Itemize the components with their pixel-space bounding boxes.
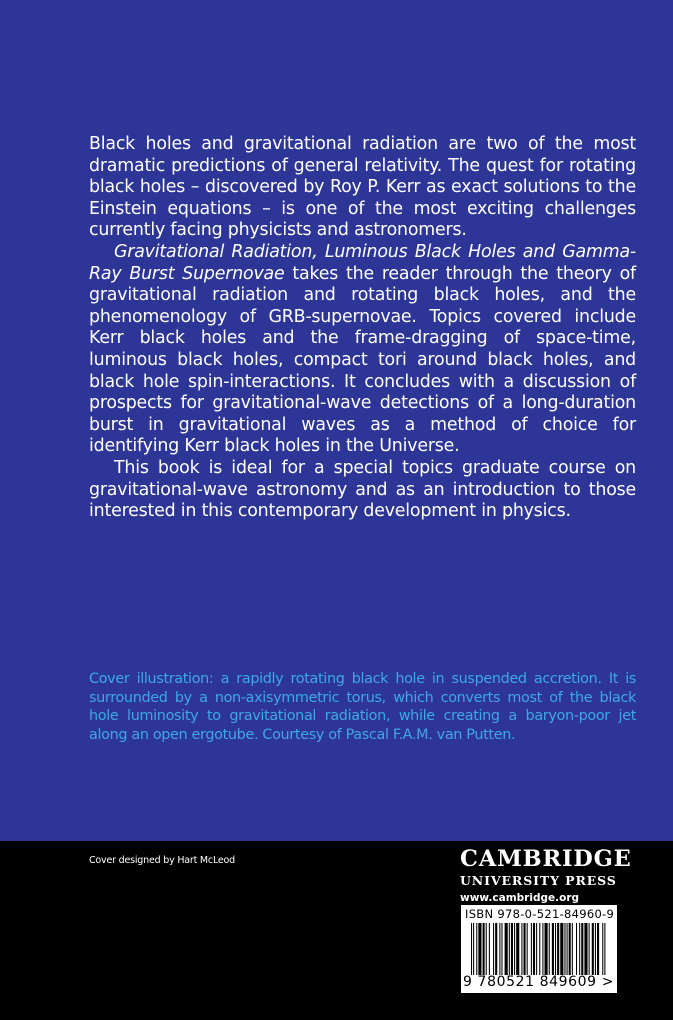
blurb-paragraph-3: This book is ideal for a special topics graduate course on gravitational-wave astronomy and as an introduction to those interested in this contemporary development in physics. bbox=[89, 457, 636, 522]
cover-designer-credit: Cover designed by Hart McLeod bbox=[89, 855, 235, 866]
footer-bar bbox=[0, 841, 673, 1020]
publisher-subtitle: UNIVERSITY PRESS bbox=[460, 873, 617, 888]
book-title: Gravitational Radiation, Luminous Black Holes and Gamma-Ray Burst Supernovae bbox=[89, 241, 636, 284]
publisher-logo bbox=[460, 846, 632, 907]
blurb-paragraph-1: Black holes and gravitational radiation are two of the most dramatic predictions of general relativity. The quest for rotating black holes – discovered by Roy P. Kerr as exact solutions to the Einstein equations – is one of the most exciting challenges currently facing physicists and astronomers. bbox=[89, 134, 636, 241]
barcode-icon bbox=[471, 923, 607, 975]
publisher-url: www.cambridge.org bbox=[460, 892, 580, 904]
isbn-label: ISBN 978-0-521-84960-9 bbox=[465, 907, 615, 921]
publisher-name: CAMBRIDGE bbox=[460, 846, 632, 872]
blurb-paragraph-2-text: takes the reader through the theory of gravitational radiation and rotating black holes, and the phenomenology of GRB-supernovae. Topics covered include Kerr black holes and the frame-dragging of space-time, luminous black holes, compact tori around black holes, and black hole spin-interactions. It concludes with a discussion of prospects for gravitational-wave detections of a long-duration burst in gravitational waves as a method of choice for identifying Kerr black holes in the Universe. bbox=[89, 263, 636, 457]
blurb-paragraph-2 bbox=[89, 242, 636, 458]
book-blurb bbox=[89, 134, 636, 523]
barcode-number: 9 780521 849609 > bbox=[463, 974, 615, 990]
cover-illustration-credit bbox=[89, 670, 636, 744]
isbn-barcode-block bbox=[461, 905, 617, 993]
cover-credit-text: Cover illustration: a rapidly rotating black hole in suspended accretion. It is surrounded by a non-axisymmetric torus, which converts most of the black hole luminosity to gravitational radiation, while creating a baryon-poor jet along an open ergotube. Courtesy of Pascal F.A.M. van Putten. bbox=[89, 671, 636, 743]
